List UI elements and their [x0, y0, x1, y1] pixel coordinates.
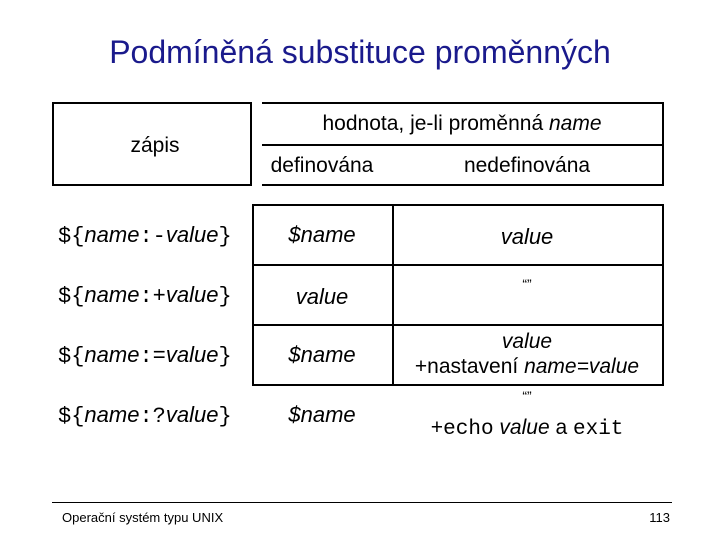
- row-4-defined: $name: [288, 402, 356, 427]
- row-3-undefined-setting: +nastavení name=value: [414, 355, 640, 378]
- table-row-divider-2: [252, 324, 664, 326]
- header-value-title: hodnota, je-li proměnná name: [322, 112, 602, 135]
- table-border-left-header: [52, 102, 54, 186]
- row-4-undefined-echo: +echo value a exit: [430, 416, 624, 441]
- row-3-defined: $name: [288, 342, 356, 367]
- row-4-syntax: ${name:?value}: [58, 402, 232, 429]
- slide-title: Podmíněná substituce proměnných: [109, 34, 611, 70]
- row-3-undefined-value: value: [501, 330, 553, 353]
- row-1-defined: $name: [288, 222, 356, 247]
- header-defined: definována: [270, 154, 374, 177]
- table-row-divider-3: [252, 384, 664, 386]
- table-header-bottom-left: [52, 184, 252, 186]
- table-header-bottom-right: [262, 184, 664, 186]
- table-row-divider-1: [252, 264, 664, 266]
- row-2-syntax: ${name:+value}: [58, 282, 232, 309]
- table-border-top-right: [262, 102, 664, 104]
- page-number: 113: [649, 510, 670, 525]
- footer-divider: [52, 502, 672, 503]
- table-body-right: [662, 204, 664, 384]
- row-1-syntax: ${name:-value}: [58, 222, 232, 249]
- table-border-top-left: [52, 102, 252, 104]
- row-4-undefined-empty: “”: [522, 388, 532, 404]
- footer-course-title: Operační systém typu UNIX: [62, 510, 224, 525]
- table-header-subdivider: [262, 144, 664, 146]
- row-2-undefined: “”: [522, 276, 532, 292]
- table-body-top: [252, 204, 664, 206]
- header-zapis: zápis: [130, 134, 180, 157]
- row-3-syntax: ${name:=value}: [58, 342, 232, 369]
- header-undefined: nedefinována: [463, 154, 591, 177]
- row-2-defined: value: [295, 284, 349, 309]
- row-1-undefined: value: [500, 224, 554, 249]
